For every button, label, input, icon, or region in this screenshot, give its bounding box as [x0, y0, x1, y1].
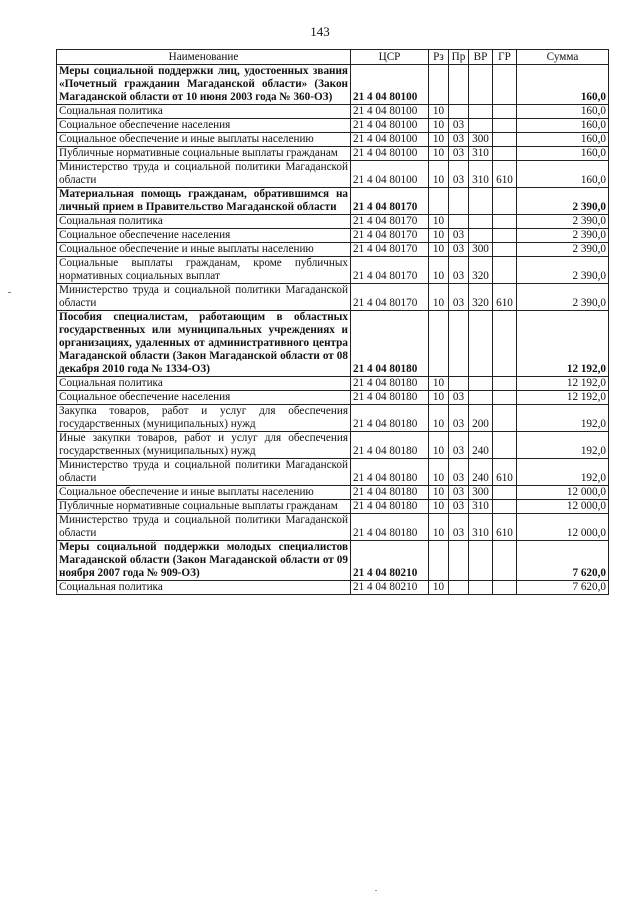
- cell-csr: 21 4 04 80180: [351, 432, 429, 459]
- cell-gr: 610: [493, 284, 517, 311]
- cell-pr: 03: [449, 133, 469, 147]
- cell-pr: 03: [449, 514, 469, 541]
- cell-rz: 10: [429, 459, 449, 486]
- cell-csr: 21 4 04 80170: [351, 284, 429, 311]
- cell-csr: 21 4 04 80210: [351, 541, 429, 581]
- cell-pr: [449, 541, 469, 581]
- cell-gr: 610: [493, 459, 517, 486]
- cell-gr: [493, 391, 517, 405]
- cell-vr: [469, 377, 493, 391]
- cell-sum: 2 390,0: [517, 188, 609, 215]
- cell-rz: 10: [429, 377, 449, 391]
- cell-rz: 10: [429, 119, 449, 133]
- cell-pr: 03: [449, 284, 469, 311]
- table-row: [57, 405, 609, 432]
- cell-sum: 2 390,0: [517, 243, 609, 257]
- cell-rz: 10: [429, 133, 449, 147]
- cell-gr: [493, 432, 517, 459]
- cell-csr: 21 4 04 80180: [351, 405, 429, 432]
- cell-vr: [469, 215, 493, 229]
- cell-vr: 300: [469, 243, 493, 257]
- cell-rz: [429, 65, 449, 105]
- cell-rz: 10: [429, 215, 449, 229]
- cell-rz: 10: [429, 147, 449, 161]
- cell-sum: 160,0: [517, 65, 609, 105]
- cell-rz: 10: [429, 257, 449, 284]
- cell-rz: 10: [429, 514, 449, 541]
- cell-rz: 10: [429, 105, 449, 119]
- cell-pr: 03: [449, 257, 469, 284]
- cell-pr: [449, 311, 469, 377]
- table-row: [57, 432, 609, 459]
- cell-name: Социальная политика: [57, 377, 351, 391]
- cell-vr: 310: [469, 514, 493, 541]
- cell-sum: 2 390,0: [517, 257, 609, 284]
- table-row: [57, 147, 609, 161]
- cell-sum: 2 390,0: [517, 215, 609, 229]
- cell-rz: [429, 311, 449, 377]
- cell-pr: [449, 581, 469, 595]
- cell-sum: 160,0: [517, 147, 609, 161]
- cell-vr: [469, 188, 493, 215]
- cell-sum: 160,0: [517, 133, 609, 147]
- cell-pr: [449, 188, 469, 215]
- table-row: [57, 105, 609, 119]
- cell-name: Социальная политика: [57, 215, 351, 229]
- cell-rz: 10: [429, 243, 449, 257]
- cell-name: Меры социальной поддержки лиц, удостоенных звания «Почетный гражданин Магаданской области» (Закон Магаданской области от 10 июня 2003 года № 360-ОЗ): [57, 65, 351, 105]
- table-row: [57, 541, 609, 581]
- cell-name: Иные закупки товаров, работ и услуг для обеспечения государственных (муниципальных) нужд: [57, 432, 351, 459]
- cell-rz: 10: [429, 161, 449, 188]
- table-row: [57, 581, 609, 595]
- cell-pr: 03: [449, 243, 469, 257]
- cell-sum: 12 000,0: [517, 514, 609, 541]
- table-body: [57, 65, 609, 595]
- cell-vr: [469, 541, 493, 581]
- table-row: [57, 514, 609, 541]
- table-row: [57, 65, 609, 105]
- cell-gr: [493, 500, 517, 514]
- cell-sum: 2 390,0: [517, 229, 609, 243]
- cell-csr: 21 4 04 80170: [351, 215, 429, 229]
- header-sum: Сумма: [517, 50, 609, 65]
- cell-rz: 10: [429, 432, 449, 459]
- scan-artifact: [8, 292, 11, 293]
- cell-csr: 21 4 04 80180: [351, 486, 429, 500]
- cell-rz: [429, 188, 449, 215]
- cell-gr: 610: [493, 514, 517, 541]
- cell-gr: [493, 486, 517, 500]
- cell-pr: 03: [449, 229, 469, 243]
- scan-artifact: [375, 890, 377, 891]
- cell-pr: [449, 377, 469, 391]
- cell-gr: [493, 257, 517, 284]
- cell-sum: 7 620,0: [517, 581, 609, 595]
- cell-gr: [493, 147, 517, 161]
- cell-gr: [493, 405, 517, 432]
- cell-sum: 160,0: [517, 105, 609, 119]
- cell-vr: [469, 391, 493, 405]
- table-header-row: [57, 50, 609, 65]
- header-name: Наименование: [57, 50, 351, 65]
- cell-name: Меры социальной поддержки молодых специалистов Магаданской области (Закон Магаданской области от 09 ноября 2007 года № 909-ОЗ): [57, 541, 351, 581]
- cell-sum: 12 192,0: [517, 311, 609, 377]
- cell-rz: 10: [429, 486, 449, 500]
- cell-sum: 12 192,0: [517, 377, 609, 391]
- cell-csr: 21 4 04 80180: [351, 459, 429, 486]
- cell-csr: 21 4 04 80170: [351, 243, 429, 257]
- cell-gr: [493, 105, 517, 119]
- cell-name: Социальная политика: [57, 581, 351, 595]
- cell-vr: [469, 65, 493, 105]
- cell-sum: 192,0: [517, 459, 609, 486]
- header-gr: ГР: [493, 50, 517, 65]
- cell-csr: 21 4 04 80100: [351, 133, 429, 147]
- cell-name: Социальное обеспечение населения: [57, 229, 351, 243]
- cell-vr: 240: [469, 432, 493, 459]
- cell-sum: 192,0: [517, 432, 609, 459]
- cell-sum: 192,0: [517, 405, 609, 432]
- cell-csr: 21 4 04 80170: [351, 188, 429, 215]
- cell-gr: [493, 243, 517, 257]
- cell-vr: 240: [469, 459, 493, 486]
- cell-csr: 21 4 04 80100: [351, 105, 429, 119]
- cell-vr: 300: [469, 486, 493, 500]
- cell-name: Социальные выплаты гражданам, кроме публичных нормативных социальных выплат: [57, 257, 351, 284]
- cell-name: Министерство труда и социальной политики Магаданской области: [57, 459, 351, 486]
- table-row: [57, 161, 609, 188]
- table-row: [57, 377, 609, 391]
- cell-name: Социальное обеспечение и иные выплаты населению: [57, 486, 351, 500]
- table-row: [57, 229, 609, 243]
- header-vr: ВР: [469, 50, 493, 65]
- cell-name: Министерство труда и социальной политики Магаданской области: [57, 514, 351, 541]
- header-csr: ЦСР: [351, 50, 429, 65]
- cell-gr: [493, 133, 517, 147]
- cell-pr: 03: [449, 432, 469, 459]
- cell-gr: [493, 311, 517, 377]
- table-row: [57, 119, 609, 133]
- cell-pr: 03: [449, 147, 469, 161]
- table-row: [57, 284, 609, 311]
- cell-gr: [493, 188, 517, 215]
- table-row: [57, 311, 609, 377]
- cell-gr: [493, 541, 517, 581]
- cell-csr: 21 4 04 80170: [351, 257, 429, 284]
- budget-table: [56, 49, 609, 595]
- cell-rz: 10: [429, 229, 449, 243]
- cell-csr: 21 4 04 80180: [351, 391, 429, 405]
- table-row: [57, 188, 609, 215]
- cell-pr: 03: [449, 391, 469, 405]
- cell-csr: 21 4 04 80180: [351, 377, 429, 391]
- header-pr: Пр: [449, 50, 469, 65]
- cell-gr: [493, 65, 517, 105]
- cell-csr: 21 4 04 80180: [351, 500, 429, 514]
- cell-sum: 7 620,0: [517, 541, 609, 581]
- cell-gr: [493, 377, 517, 391]
- cell-csr: 21 4 04 80100: [351, 65, 429, 105]
- cell-vr: [469, 105, 493, 119]
- cell-name: Закупка товаров, работ и услуг для обеспечения государственных (муниципальных) нужд: [57, 405, 351, 432]
- cell-gr: [493, 119, 517, 133]
- cell-csr: 21 4 04 80100: [351, 119, 429, 133]
- cell-vr: [469, 119, 493, 133]
- cell-pr: 03: [449, 459, 469, 486]
- cell-sum: 12 000,0: [517, 486, 609, 500]
- cell-csr: 21 4 04 80180: [351, 514, 429, 541]
- cell-name: Социальное обеспечение населения: [57, 119, 351, 133]
- cell-pr: 03: [449, 119, 469, 133]
- table-row: [57, 215, 609, 229]
- cell-sum: 160,0: [517, 161, 609, 188]
- cell-rz: 10: [429, 500, 449, 514]
- cell-csr: 21 4 04 80180: [351, 311, 429, 377]
- table-row: [57, 500, 609, 514]
- cell-rz: [429, 541, 449, 581]
- cell-name: Публичные нормативные социальные выплаты гражданам: [57, 147, 351, 161]
- cell-vr: 320: [469, 284, 493, 311]
- cell-csr: 21 4 04 80170: [351, 229, 429, 243]
- cell-pr: 03: [449, 486, 469, 500]
- cell-sum: 160,0: [517, 119, 609, 133]
- cell-csr: 21 4 04 80100: [351, 147, 429, 161]
- cell-gr: [493, 215, 517, 229]
- header-rz: Рз: [429, 50, 449, 65]
- cell-vr: 200: [469, 405, 493, 432]
- table-row: [57, 459, 609, 486]
- cell-gr: [493, 229, 517, 243]
- table-row: [57, 391, 609, 405]
- cell-pr: [449, 215, 469, 229]
- cell-vr: 310: [469, 161, 493, 188]
- cell-pr: 03: [449, 500, 469, 514]
- cell-name: Публичные нормативные социальные выплаты гражданам: [57, 500, 351, 514]
- table-row: [57, 243, 609, 257]
- cell-gr: [493, 581, 517, 595]
- cell-vr: [469, 229, 493, 243]
- cell-sum: 2 390,0: [517, 284, 609, 311]
- cell-name: Социальное обеспечение и иные выплаты населению: [57, 243, 351, 257]
- cell-name: Пособия специалистам, работающим в областных государственных или муниципальных учреждениях и организациях, удаленных от административного центра Магаданской области (Закон Магаданской области от 08 декабря 2010 года № 1334-ОЗ): [57, 311, 351, 377]
- cell-rz: 10: [429, 405, 449, 432]
- cell-rz: 10: [429, 581, 449, 595]
- cell-csr: 21 4 04 80210: [351, 581, 429, 595]
- cell-name: Социальное обеспечение и иные выплаты населению: [57, 133, 351, 147]
- cell-pr: [449, 65, 469, 105]
- cell-vr: 310: [469, 147, 493, 161]
- cell-gr: 610: [493, 161, 517, 188]
- cell-vr: 310: [469, 500, 493, 514]
- page-number: 143: [310, 24, 330, 39]
- cell-vr: [469, 581, 493, 595]
- table-row: [57, 133, 609, 147]
- cell-sum: 12 000,0: [517, 500, 609, 514]
- cell-vr: [469, 311, 493, 377]
- cell-csr: 21 4 04 80100: [351, 161, 429, 188]
- cell-sum: 12 192,0: [517, 391, 609, 405]
- cell-name: Социальное обеспечение населения: [57, 391, 351, 405]
- cell-name: Министерство труда и социальной политики Магаданской области: [57, 161, 351, 188]
- cell-pr: 03: [449, 161, 469, 188]
- table-row: [57, 486, 609, 500]
- cell-pr: 03: [449, 405, 469, 432]
- cell-vr: 320: [469, 257, 493, 284]
- cell-rz: 10: [429, 391, 449, 405]
- cell-rz: 10: [429, 284, 449, 311]
- table-row: [57, 257, 609, 284]
- cell-vr: 300: [469, 133, 493, 147]
- cell-pr: [449, 105, 469, 119]
- cell-name: Министерство труда и социальной политики Магаданской области: [57, 284, 351, 311]
- cell-name: Материальная помощь гражданам, обратившимся на личный прием в Правительство Магаданской области: [57, 188, 351, 215]
- cell-name: Социальная политика: [57, 105, 351, 119]
